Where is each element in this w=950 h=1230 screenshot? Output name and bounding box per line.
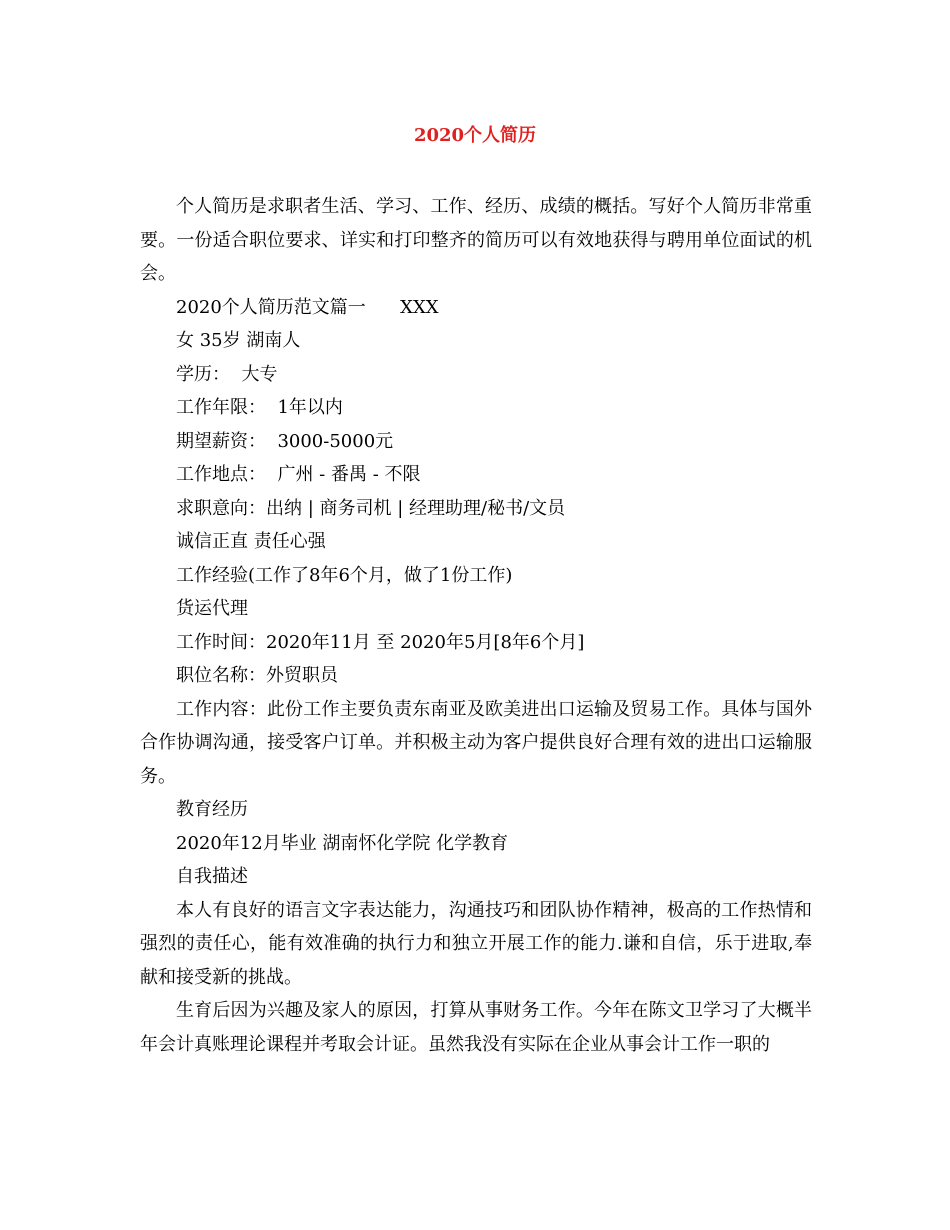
document-body bbox=[140, 190, 812, 1061]
work-years: 工作年限： 1年以内 bbox=[176, 397, 343, 418]
job-intention: 求职意向：出纳 | 商务司机 | 经理助理/秘书/文员 bbox=[176, 497, 566, 519]
basic-info: 女 35岁 湖南人 bbox=[176, 330, 301, 351]
self-description-paragraph-1: 本人有良好的语言文字表达能力，沟通技巧和团队协作精神，极高的工作热情和强烈的责任心，能有效准确的执行力和独立开展工作的能力.谦和自信，乐于进取,奉献和接受新的挑战。 bbox=[140, 899, 812, 988]
experience-heading: 工作经验(工作了8年6个月，做了1份工作) bbox=[176, 564, 513, 586]
document-title: 2020个人简历 bbox=[413, 125, 537, 146]
education-detail: 2020年12月毕业 湖南怀化学院 化学教育 bbox=[176, 832, 509, 854]
intro-paragraph: 个人简历是求职者生活、学习、工作、经历、成绩的概括。写好个人简历非常重要。一份适合职位要求、详实和打印整齐的简历可以有效地获得与聘用单位面试的机会。 bbox=[140, 196, 812, 284]
sample-heading: 2020个人简历范文篇一 XXX bbox=[176, 296, 439, 318]
work-period: 工作时间：2020年11月 至 2020年5月[8年6个月] bbox=[176, 631, 585, 653]
position-title: 职位名称：外贸职员 bbox=[176, 665, 338, 686]
education-level: 学历： 大专 bbox=[176, 363, 278, 385]
self-description-paragraph-2: 生育后因为兴趣及家人的原因，打算从事财务工作。今年在陈文卫学习了大概半年会计真账理论课程并考取会计证。虽然我没有实际在企业从事会计工作一职的 bbox=[140, 1000, 812, 1055]
self-description-heading: 自我描述 bbox=[176, 866, 248, 887]
company-name: 货运代理 bbox=[176, 598, 248, 619]
job-content-paragraph: 工作内容：此份工作主要负责东南亚及欧美进出口运输及贸易工作。具体与国外合作协调沟通，接受客户订单。并积极主动为客户提供良好合理有效的进出口运输服务。 bbox=[140, 698, 812, 787]
education-heading: 教育经历 bbox=[176, 799, 248, 820]
expected-salary: 期望薪资： 3000-5000元 bbox=[176, 430, 394, 452]
work-location: 工作地点： 广州 - 番禺 - 不限 bbox=[176, 464, 421, 485]
traits: 诚信正直 责任心强 bbox=[176, 531, 326, 552]
